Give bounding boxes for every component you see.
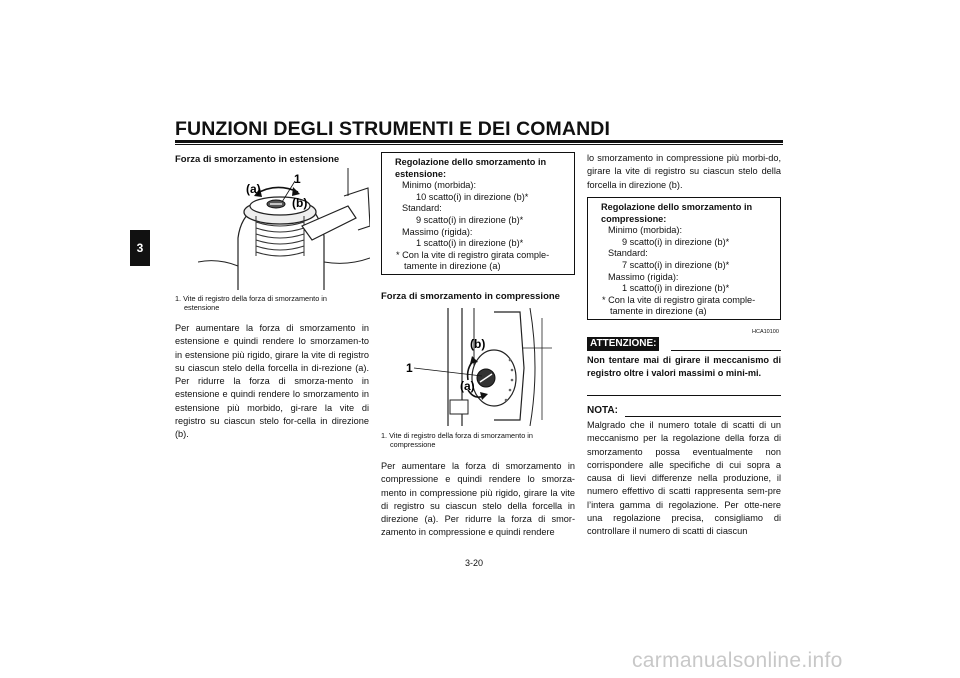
label-a: (a) bbox=[246, 182, 261, 196]
rebound-spec-box: Regolazione dello smorzamento in estensione: Minimo (morbida): 10 scatto(i) in direzione (b)* Standard: 9 scatto(i) in direzione (b)* Massimo (rigida): 1 scatto(i) in direzione (b)* * Con la vite di registro girata comple- tamente in direzione (a) bbox=[381, 152, 575, 275]
compression-paragraph-continued: lo smorzamento in compressione più morbi-do, girare la vite di registro su ciascun stelo della forcella in direzione (b). bbox=[587, 153, 781, 190]
attention-bottom-rule bbox=[587, 395, 781, 396]
compression-caption: 1. Vite di registro della forza di smorzamento in compressione bbox=[381, 431, 533, 449]
rebound-paragraph: Per aumentare la forza di smorzamento in estensione e quindi rendere lo smorzamen-to in estensione più rigido, girare la vite di registro su ciascun stelo della forcella in di-rezione (a). Per ridurre la forza di smorza-mento in estensione e quindi rendere lo smorzamento in estensione più morbido, gi-rare la vite di registro su ciascun stelo for-cella in direzione (b). bbox=[175, 323, 369, 440]
attention-header bbox=[587, 337, 781, 351]
compression-spec-box: Regolazione dello smorzamento in compressione: Minimo (morbida): 9 scatto(i) in direzione (b)* Standard: 7 scatto(i) in direzione (b)* Massimo (rigida): 1 scatto(i) in direzione (b)* * Con la vite di registro girata comple- tamente in direzione (a) bbox=[587, 197, 781, 320]
label-a: (a) bbox=[460, 379, 475, 393]
label-b: (b) bbox=[470, 337, 486, 351]
page-title: FUNZIONI DEGLI STRUMENTI E DEI COMANDI bbox=[175, 118, 610, 140]
attention-label: ATTENZIONE: bbox=[587, 337, 659, 351]
rebound-heading: Forza di smorzamento in estensione bbox=[175, 154, 340, 165]
watermark: carmanualsonline.info bbox=[632, 649, 843, 672]
attention-text: Non tentare mai di girare il meccanismo di registro oltre i valori massimi o mini-mi. bbox=[587, 355, 781, 379]
label-b: (b) bbox=[292, 196, 308, 210]
label-1: 1 bbox=[406, 361, 413, 375]
rebound-adjuster-illustration bbox=[198, 166, 370, 290]
nota-text: Malgrado che il numero totale di scatti di un meccanismo per la regolazione della forza di smorzamento possa eventualmente non corrispondere alle specifiche di cui sopra a causa di lievi differenze nella produzione, il numero effettivo di scatti rappresenta sem-pre l’intera gamma di regolazione. Per otte-nere una regolazione precisa, consigliamo di controllare il numero di scatti di ciascun bbox=[587, 420, 781, 537]
nota-label: NOTA: bbox=[587, 405, 618, 416]
nota-rule bbox=[625, 416, 781, 417]
page-number: 3-20 bbox=[465, 558, 484, 568]
chapter-tab: 3 bbox=[130, 230, 150, 266]
caution-code: HCA10100 bbox=[752, 329, 779, 335]
title-rule bbox=[175, 140, 783, 143]
label-1: 1 bbox=[294, 172, 301, 186]
attention-rule bbox=[671, 350, 781, 351]
compression-heading: Forza di smorzamento in compressione bbox=[381, 291, 560, 302]
compression-adjuster-illustration bbox=[402, 308, 552, 426]
rebound-caption: 1. Vite di registro della forza di smorzamento in estensione bbox=[175, 294, 327, 312]
nota-header bbox=[587, 405, 781, 419]
title-rule-thin bbox=[175, 144, 783, 145]
compression-paragraph: Per aumentare la forza di smorzamento in compressione e quindi rendere lo smorza-mento in compressione più rigido, girare la vite di registro su ciascun stelo della forcella in direzione (a). Per ridurre la forza di smor-zamento in compressione e quindi rendere bbox=[381, 461, 575, 538]
